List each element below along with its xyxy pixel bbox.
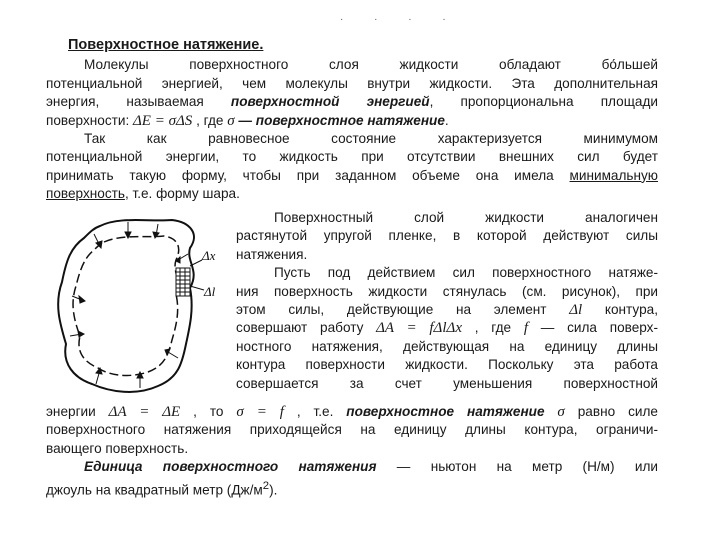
paragraph-1 bbox=[46, 56, 658, 130]
p1-line-2: потенциальной энергией, чем молекулы внутри жидкости. Эта дополнительная bbox=[46, 75, 658, 91]
p4-line-5: ностного натяжения, действующая на единицу длины bbox=[236, 338, 658, 354]
p4-line-1: Пусть под действием сил поверхностного натяже- bbox=[274, 265, 658, 281]
p4-line-3: этом силы, действующие на элемент Δl контура, bbox=[236, 302, 658, 319]
term-unit: Единица поверхностного натяжения bbox=[84, 459, 377, 475]
p2-line-1: Так как равновесное состояние характеризуется минимумом bbox=[84, 131, 658, 147]
p3-line-3: натяжения. bbox=[236, 246, 308, 262]
surface-element bbox=[176, 260, 204, 296]
p4-line-6: контура поверхности жидкости. Поскольку эта работа bbox=[236, 357, 658, 373]
formula-dl: Δl bbox=[569, 302, 583, 319]
force-arrows bbox=[70, 222, 188, 388]
term-surface-energy: поверхностной энергией bbox=[230, 94, 430, 110]
side-text bbox=[236, 209, 658, 393]
symbol-sigma: σ bbox=[227, 112, 235, 129]
p6-line-2: джоуль на квадратный метр $(Дж/м^2)$. bbox=[46, 479, 278, 498]
header-marks: · · · · bbox=[340, 14, 460, 25]
p4-line-4: совершают работу ΔA = fΔlΔx , где f — сила поверх- bbox=[236, 320, 659, 337]
formula-work-energy: ΔA = ΔE bbox=[108, 404, 181, 420]
p1-line-4: поверхности: ΔE = σΔS , где σ — поверхностное натяжение. bbox=[46, 112, 449, 129]
formula-energy: ΔE = σΔS bbox=[133, 112, 193, 129]
p3-line-2: растянутой упругой пленке, в которой действуют силы bbox=[236, 228, 658, 244]
p5-line-3: вающего поверхность. bbox=[46, 440, 189, 456]
section-title: Поверхностное натяжение. bbox=[68, 37, 264, 53]
term-surface-tension-2: поверхностное натяжение bbox=[346, 404, 545, 419]
paragraph-2 bbox=[46, 130, 658, 204]
p1-line-1: Молекулы поверхностного слоя жидкости обладают бо́льшей bbox=[84, 57, 658, 73]
inner-contour bbox=[73, 236, 179, 375]
label-dl: Δl bbox=[204, 284, 216, 299]
term-surface: поверхность bbox=[46, 186, 125, 202]
p2-line-2: потенциальной энергии, то жидкость при отсутствии внешних сил будет bbox=[46, 149, 658, 165]
p5-line-1: энергии ΔA = ΔE , то σ = f , т.е. поверхностное натяжение σ равно силе bbox=[46, 404, 658, 420]
p3-line-1: Поверхностный слой жидкости аналогичен bbox=[274, 210, 658, 225]
outer-contour bbox=[58, 220, 194, 392]
p1-line-3: энергия, называемая поверхностной энергией, пропорциональна площади bbox=[46, 94, 658, 110]
document-page bbox=[46, 36, 658, 204]
symbol-f: f bbox=[523, 320, 529, 337]
p6-line-1: Единица поверхностного натяжения — ньютон на метр (Н/м) или bbox=[84, 459, 658, 475]
term-surface-tension: — поверхностное натяжение bbox=[234, 112, 445, 128]
formula-sigma-f: σ = f bbox=[236, 404, 284, 420]
formula-work: ΔA = fΔlΔx bbox=[376, 320, 462, 337]
p2-line-3: принимать такую форму, чтобы при заданном объеме она имела минимальную bbox=[46, 167, 658, 183]
p4-line-7: совершается за счет уменьшения поверхностной bbox=[236, 375, 658, 391]
p4-line-2: ния поверхность жидкости стянулась (см. рисунок), при bbox=[236, 283, 658, 299]
term-minimal: минимальную bbox=[569, 167, 658, 183]
p5-line-2: поверхностного натяжения приходящейся на единицу длины контура, ограничи- bbox=[46, 422, 658, 438]
p2-line-4: поверхность, т.е. форму шара. bbox=[46, 186, 240, 202]
bottom-text bbox=[46, 403, 658, 500]
label-dx: Δx bbox=[202, 248, 216, 263]
surface-contour-figure bbox=[40, 208, 236, 400]
